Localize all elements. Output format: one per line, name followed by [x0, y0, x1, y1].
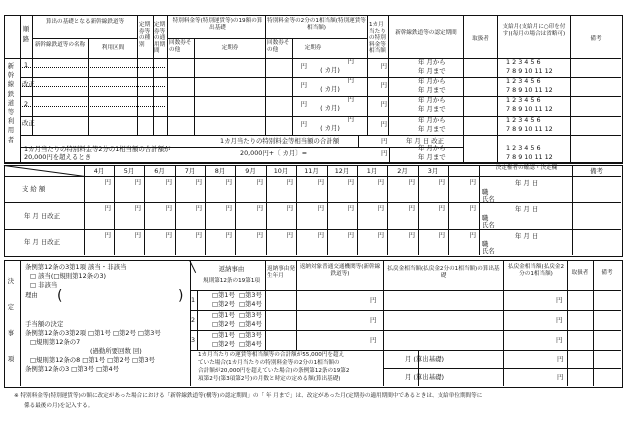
row-2r-yen: 円: [300, 120, 307, 128]
month-9: 9月: [245, 167, 256, 175]
sum-to: 年 月まで: [418, 153, 446, 161]
month-amount-unit: 円: [225, 231, 232, 239]
col-section-header: 利用区間: [101, 45, 125, 51]
row-1-monthly-yen: 円: [380, 62, 387, 70]
month-7: 7月: [184, 167, 196, 175]
item-amount-yen: 円: [556, 336, 563, 344]
month-amount-unit: 円: [438, 231, 445, 239]
row-2-months: ( カ月): [320, 104, 340, 112]
row-1-yen: 円: [300, 62, 307, 70]
clause-6: □規則第12条の7: [30, 338, 81, 346]
month-4: 4月: [93, 167, 105, 175]
col-teiki2-header: 定期券: [304, 45, 322, 51]
row-2-monthly-yen: 円: [380, 100, 387, 108]
item-checkbox-1: □第1号: [212, 291, 235, 299]
hdr-amount: 払戻金相当額(払戻金2分の1相当額): [507, 264, 565, 277]
row-1-from: 年 月から: [418, 58, 446, 66]
item-checkbox-1: □第1号: [212, 311, 235, 319]
month-amount-unit: 円: [317, 231, 324, 239]
row-2-yen-note: 円: [347, 95, 354, 103]
row-1r-months: ( カ月): [320, 85, 340, 93]
month-amount-unit: 円: [195, 178, 202, 186]
row-2r-months: ( カ月): [320, 124, 340, 132]
col-teiki-header: 定期券: [221, 45, 239, 51]
row-1-months-a: 1 2 3 4 5 6: [506, 58, 541, 66]
row-2-months-b: 7 8 9 10 11 12: [506, 105, 553, 113]
item-checkbox-3: □第3号: [239, 291, 262, 299]
row-1-yen-note: 円: [347, 57, 354, 65]
month-amount-unit: 円: [438, 178, 445, 186]
month-amount-unit: 円: [469, 231, 476, 239]
confirm-post-1: 職: [482, 188, 489, 196]
month-amount-unit: 円: [286, 178, 293, 186]
confirm-name-3: 氏名: [482, 247, 495, 255]
sum-from: 年 月から: [418, 144, 446, 152]
row-1-number: 1: [24, 61, 29, 69]
sum-label: 1カ月当たりの特別料金等相当額の合計額: [220, 137, 340, 145]
row-1r-months-a: 1 2 3 4 5 6: [506, 77, 541, 85]
row-1r-yen-note: 円: [347, 76, 354, 84]
side-label-users: 新幹線鉄道等利用者: [7, 62, 15, 144]
month-amount-unit: 円: [377, 178, 384, 186]
col-ticket-type-header: 定期券等の種別: [139, 22, 151, 48]
row-2-revise: 改正: [22, 119, 35, 127]
col-times2-header: 回数券その他: [267, 40, 290, 53]
month-amount-unit: 円: [438, 204, 445, 212]
item-checkbox-2: □第2号: [212, 320, 235, 328]
confirm-name-1: 氏名: [482, 195, 495, 203]
row-2-yen: 円: [300, 100, 307, 108]
month-amount-unit: 円: [347, 204, 354, 212]
month-amount-unit: 円: [317, 204, 324, 212]
item-number: 2: [191, 316, 196, 324]
item-checkbox-1: □第1号: [212, 331, 235, 339]
formula-yen: 円: [381, 149, 388, 157]
item-checkbox-2: □第2号: [212, 300, 235, 308]
month-amount-unit: 円: [165, 178, 172, 186]
revise-label-2: 年 月 日改正: [24, 238, 61, 246]
row-2-to: 年 月まで: [418, 105, 446, 113]
month-amount-unit: 円: [134, 231, 141, 239]
col-name-header: 新幹線鉄道等の名称: [34, 42, 86, 48]
calc-b: 月 (算出基礎): [405, 373, 444, 381]
month-amount-unit: 円: [165, 204, 172, 212]
sum-months-b: 7 8 9 10 11 12: [506, 153, 553, 161]
note-1: 1カ月当たりの運賃等相当額等の合計額が55,000円を超え: [198, 352, 345, 358]
reason-bracket-left: (: [57, 288, 63, 304]
hdr-remarks: 備考: [601, 270, 613, 276]
row-2r-to: 年 月まで: [418, 125, 446, 133]
item-checkbox-2: □第2号: [212, 340, 235, 348]
item-checkbox-4: □第4号: [239, 300, 262, 308]
month-1: 1月: [366, 167, 378, 175]
item-checkbox-3: □第3号: [239, 311, 262, 319]
half-label-1: 1カ月当たりの特別料金等2分の1相当額の合計額が: [24, 145, 171, 153]
row-1-months-b: 7 8 9 10 11 12: [506, 67, 553, 75]
sum-yen: 円: [381, 137, 388, 145]
month-amount-unit: 円: [195, 204, 202, 212]
month-amount-unit: 円: [347, 231, 354, 239]
item-checkbox-3: □第3号: [239, 331, 262, 339]
month-10: 10月: [273, 167, 289, 175]
hdr-reason-2: 規則第12条の19第1項: [203, 278, 260, 284]
month-amount-unit: 円: [256, 204, 263, 212]
revise-label-1: 年 月 日改正: [24, 212, 61, 220]
month-amount-unit: 円: [408, 178, 415, 186]
row-2-number: 2: [24, 100, 29, 108]
item-checkbox-4: □第4号: [239, 320, 262, 328]
row-2-months-a: 1 2 3 4 5 6: [506, 96, 541, 104]
half-label-2: 20,000円を超えるとき: [24, 153, 92, 161]
month-amount-unit: 円: [225, 204, 232, 212]
month-amount-unit: 円: [377, 204, 384, 212]
hdr-date: 返納事由発生年月: [267, 266, 295, 279]
note-3: 合計額が20,000円を超えていた場合)の条例第12条の19第2: [198, 368, 350, 374]
decision-side-label: 決定事項: [7, 277, 15, 363]
row-1r-yen: 円: [300, 81, 307, 89]
col-pay-header: 支給月(支給月に○印を付す)(毎月の場合は省略可): [502, 24, 566, 37]
month-amount-unit: 円: [286, 231, 293, 239]
item-checkbox-4: □第4号: [239, 340, 262, 348]
month-amount-unit: 円: [408, 204, 415, 212]
month-amount-unit: 円: [104, 178, 111, 186]
month-amount-unit: 円: [104, 204, 111, 212]
month-amount-unit: 円: [195, 231, 202, 239]
clause-8: □規則第12条の8 □第1号 □第2号 □第3号: [30, 356, 155, 364]
clause-3: □ 非該当: [30, 281, 58, 289]
note-2: ていた場合(1カ月当たりの特別料金等の2分の1相当額の: [198, 360, 340, 366]
col-times-header: 回数券その他: [169, 40, 192, 53]
pay-amount-label: 支 給 額: [22, 185, 46, 193]
col-special-calc-header: 特別料金等(特別運賃等)の19額の算出基礎: [172, 18, 263, 31]
formula: 20,000円+〔 カ月〕=: [240, 149, 308, 157]
row-2r-yen-note: 円: [347, 115, 354, 123]
row-1r-months-b: 7 8 9 10 11 12: [506, 86, 553, 94]
month-amount-unit: 円: [469, 204, 476, 212]
confirm-name-2: 氏名: [482, 221, 495, 229]
calc-b-yen: 円: [557, 373, 564, 381]
month-6: 6月: [154, 167, 165, 175]
confirm-post-3: 職: [482, 240, 489, 248]
hdr-recorder: 取扱者: [571, 270, 589, 276]
clause-decision: 手当額の決定: [25, 320, 64, 328]
month-amount-unit: 円: [317, 178, 324, 186]
row-2r-monthly-yen: 円: [380, 120, 387, 128]
confirm-post-2: 職: [482, 214, 489, 222]
reason-bracket-right: ): [178, 288, 184, 304]
hdr-reason: 返納事由: [218, 265, 245, 273]
item-number: 3: [191, 336, 196, 344]
clause-9: 条例第12条の3 □第3号 □第4号: [25, 365, 119, 373]
col-cert-period-header: 新幹線鉄道等の認定期間: [395, 30, 457, 36]
item-amount-yen: 円: [556, 316, 563, 324]
month-3: 3月: [427, 167, 439, 175]
row-2r-months-b: 7 8 9 10 11 12: [506, 125, 553, 133]
col-recorder-header: 取扱者: [472, 36, 489, 42]
month-amount-unit: 円: [469, 178, 476, 186]
clause-5: 条例第12条の3第2項 □第1号 □第2号 □第3号: [25, 329, 161, 337]
row-1-months: ( カ月): [320, 66, 340, 74]
clause-1: 条例第12条の3第1項 該当・非該当: [25, 263, 127, 271]
col-monthly-header: 1カ月当たりの特別料金等相当額: [369, 22, 386, 55]
month-8: 8月: [214, 167, 226, 175]
col-route-number: 順路: [22, 25, 30, 43]
month-amount-unit: 円: [377, 231, 384, 239]
row-2r-months-a: 1 2 3 4 5 6: [506, 116, 541, 124]
month-amount-unit: 円: [256, 231, 263, 239]
month-2: 2月: [397, 167, 408, 175]
month-12: 12月: [334, 167, 350, 175]
item-yen: 円: [370, 336, 377, 344]
middle-remarks: 備考: [590, 167, 603, 175]
month-amount-unit: 円: [286, 204, 293, 212]
col-pass-period-header: 定期券等の通用期間: [154, 22, 166, 55]
row-1r-to: 年 月まで: [418, 86, 446, 94]
confirm-date-2: 年 月 日: [515, 205, 539, 213]
footnote-1: ※ 特別料金等(特別運賃等)の額に改定があった場合における「新幹線鉄道等(構等)の認定期間」の「 年 月まで」は、改定があった月(定期券の適用期間中であるときは、支給単位期間等に: [14, 393, 483, 399]
clause-7: (過勤所要回数 回): [90, 347, 142, 355]
clause-reason: 理由: [25, 291, 38, 299]
month-amount-unit: 円: [134, 178, 141, 186]
month-amount-unit: 円: [408, 231, 415, 239]
calc-a-yen: 円: [557, 355, 564, 363]
item-amount-yen: 円: [556, 296, 563, 304]
confirm-date-1: 年 月 日: [515, 179, 539, 187]
sum-date: 年 月 日 改正: [406, 137, 445, 145]
month-amount-unit: 円: [256, 178, 263, 186]
row-1r-from: 年 月から: [418, 77, 446, 85]
month-amount-unit: 円: [104, 231, 111, 239]
row-2r-from: 年 月から: [418, 116, 446, 124]
col-half-calc-header: 特別料金等の2分の1相当額(特別運賃等相当額): [267, 18, 366, 31]
col-remarks-header: 備考: [590, 36, 602, 42]
item-yen: 円: [370, 296, 377, 304]
month-amount-unit: 円: [134, 204, 141, 212]
row-1-to: 年 月まで: [418, 67, 446, 75]
hdr-calc: 払戻金相当額(払戻金2分の1相当額)の算出基礎: [387, 266, 500, 279]
item-number: 1: [191, 296, 196, 304]
month-amount-unit: 円: [165, 231, 172, 239]
calc-a: 月 (算出基礎): [405, 355, 444, 363]
row-2-from: 年 月から: [418, 96, 446, 104]
month-11: 11月: [304, 167, 319, 175]
sum-months-a: 1 2 3 4 5 6: [506, 144, 541, 152]
row-1r-monthly-yen: 円: [380, 81, 387, 89]
month-amount-unit: 円: [225, 178, 232, 186]
note-4: 項第2号(第3項第2号)の月数と時定の定める額(算出基礎): [198, 376, 341, 382]
confirm-header: 決定権者の確認・決定欄: [495, 165, 558, 171]
row-1-revise: 改正: [22, 80, 35, 88]
col-route-header: 算出の基礎となる新幹線鉄道等: [45, 19, 125, 25]
month-amount-unit: 円: [347, 178, 354, 186]
confirm-date-3: 年 月 日: [515, 232, 539, 240]
clause-2: □ 該当(□規則第12条の3): [30, 272, 107, 280]
item-yen: 円: [370, 316, 377, 324]
footnote-2: 係る最後の月)を記入する。: [24, 403, 94, 409]
hdr-target: 返納対象普通交通機関等(新幹線鉄道等): [299, 264, 381, 277]
month-5: 5月: [123, 167, 135, 175]
